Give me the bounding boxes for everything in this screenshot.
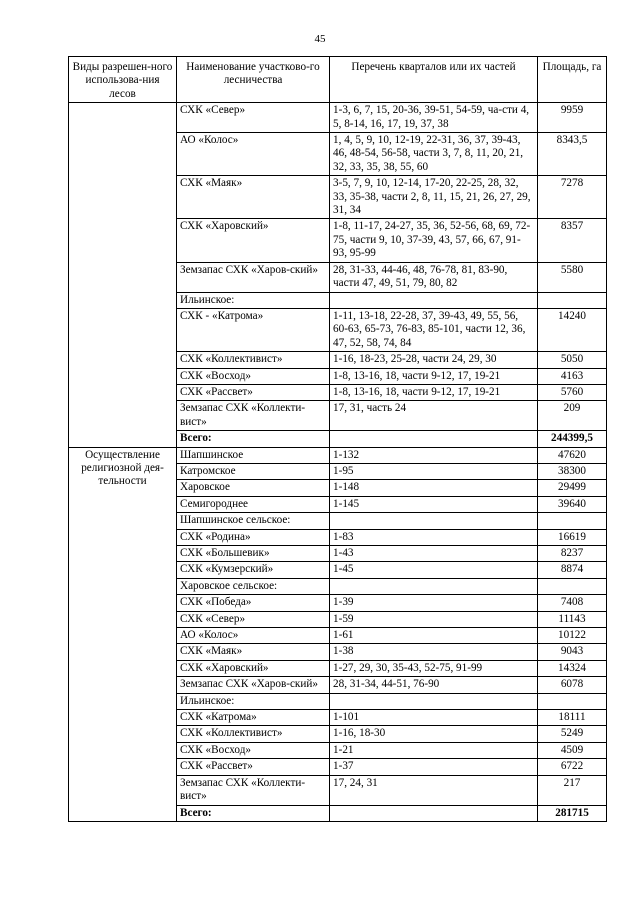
- area-cell: 47620: [538, 447, 607, 463]
- quarters-cell: 28, 31-34, 44-51, 76-90: [330, 677, 538, 693]
- quarters-cell: [330, 292, 538, 308]
- area-cell: 10122: [538, 628, 607, 644]
- use-type-cell: [69, 103, 177, 447]
- area-cell: 38300: [538, 463, 607, 479]
- area-cell: 6722: [538, 759, 607, 775]
- quarters-cell: 1-83: [330, 529, 538, 545]
- total-label: Всего:: [177, 805, 330, 821]
- area-cell: 7278: [538, 176, 607, 219]
- area-cell: [538, 578, 607, 594]
- unit-cell: СХК «Харовский»: [177, 660, 330, 676]
- quarters-cell: 1-11, 13-18, 22-28, 37, 39-43, 49, 55, 56, 60-63, 65-73, 76-83, 85-101, части 12, 36, 47, 52, 58, 74, 84: [330, 308, 538, 351]
- area-cell: 11143: [538, 611, 607, 627]
- quarters-cell: 1-43: [330, 546, 538, 562]
- area-cell: 7408: [538, 595, 607, 611]
- quarters-cell: 1-21: [330, 742, 538, 758]
- quarters-cell: 1-95: [330, 463, 538, 479]
- unit-cell: СХК «Победа»: [177, 595, 330, 611]
- area-cell: 8343,5: [538, 133, 607, 176]
- unit-cell: АО «Колос»: [177, 133, 330, 176]
- quarters-cell: 1-8, 13-16, 18, части 9-12, 17, 19-21: [330, 384, 538, 400]
- area-cell: 5580: [538, 262, 607, 292]
- quarters-cell: 17, 24, 31: [330, 775, 538, 805]
- header-area: Площадь, га: [538, 57, 607, 103]
- quarters-cell: 1-8, 11-17, 24-27, 35, 36, 52-56, 68, 69, 72-75, части 9, 10, 37-39, 43, 57, 66, 67, 91-93, 95-99: [330, 219, 538, 262]
- total-quarters-empty: [330, 805, 538, 821]
- area-cell: 5760: [538, 384, 607, 400]
- unit-cell: СХК «Коллективист»: [177, 726, 330, 742]
- total-value: 244399,5: [538, 431, 607, 447]
- quarters-cell: [330, 513, 538, 529]
- total-label: Всего:: [177, 431, 330, 447]
- area-cell: 5050: [538, 352, 607, 368]
- unit-cell: Ильинское:: [177, 693, 330, 709]
- quarters-cell: 1-39: [330, 595, 538, 611]
- quarters-cell: [330, 693, 538, 709]
- area-cell: [538, 513, 607, 529]
- unit-cell: СХК «Катрома»: [177, 710, 330, 726]
- unit-cell: Семигороднее: [177, 496, 330, 512]
- unit-cell: Харовское: [177, 480, 330, 496]
- area-cell: [538, 292, 607, 308]
- unit-cell: Земзапас СХК «Харов-ский»: [177, 262, 330, 292]
- total-value: 281715: [538, 805, 607, 821]
- unit-cell: СХК «Восход»: [177, 368, 330, 384]
- quarters-cell: 1-59: [330, 611, 538, 627]
- header-quarters: Перечень кварталов или их частей: [330, 57, 538, 103]
- forest-use-table: [68, 56, 607, 822]
- page-number: 45: [314, 33, 326, 45]
- area-cell: 8874: [538, 562, 607, 578]
- unit-cell: Ильинское:: [177, 292, 330, 308]
- unit-cell: СХК «Родина»: [177, 529, 330, 545]
- unit-cell: СХК «Коллективист»: [177, 352, 330, 368]
- table-row: [69, 103, 607, 133]
- quarters-cell: 17, 31, часть 24: [330, 401, 538, 431]
- unit-cell: АО «Колос»: [177, 628, 330, 644]
- unit-cell: Шапшинское: [177, 447, 330, 463]
- unit-cell: Катромское: [177, 463, 330, 479]
- quarters-cell: 1-16, 18-30: [330, 726, 538, 742]
- unit-cell: СХК «Север»: [177, 611, 330, 627]
- area-cell: 18111: [538, 710, 607, 726]
- unit-cell: СХК - «Катрома»: [177, 308, 330, 351]
- unit-cell: Земзапас СХК «Коллекти-вист»: [177, 775, 330, 805]
- unit-cell: СХК «Север»: [177, 103, 330, 133]
- quarters-cell: 1-3, 6, 7, 15, 20-36, 39-51, 54-59, ча-сти 4, 5, 8-14, 16, 17, 19, 37, 38: [330, 103, 538, 133]
- quarters-cell: 1-101: [330, 710, 538, 726]
- quarters-cell: 1-27, 29, 30, 35-43, 52-75, 91-99: [330, 660, 538, 676]
- unit-cell: СХК «Рассвет»: [177, 759, 330, 775]
- area-cell: 14324: [538, 660, 607, 676]
- area-cell: 5249: [538, 726, 607, 742]
- quarters-cell: 1-37: [330, 759, 538, 775]
- unit-cell: СХК «Маяк»: [177, 644, 330, 660]
- area-cell: 8357: [538, 219, 607, 262]
- quarters-cell: 1-145: [330, 496, 538, 512]
- quarters-cell: 28, 31-33, 44-46, 48, 76-78, 81, 83-90, части 47, 49, 51, 79, 80, 82: [330, 262, 538, 292]
- unit-cell: СХК «Кумзерский»: [177, 562, 330, 578]
- unit-cell: СХК «Восход»: [177, 742, 330, 758]
- table-row: [69, 447, 607, 463]
- unit-cell: СХК «Большевик»: [177, 546, 330, 562]
- area-cell: 14240: [538, 308, 607, 351]
- area-cell: 9043: [538, 644, 607, 660]
- area-cell: 8237: [538, 546, 607, 562]
- quarters-cell: 1-45: [330, 562, 538, 578]
- area-cell: 209: [538, 401, 607, 431]
- quarters-cell: 1-38: [330, 644, 538, 660]
- header-unit: Наименование участково-го лесничества: [177, 57, 330, 103]
- quarters-cell: 3-5, 7, 9, 10, 12-14, 17-20, 22-25, 28, 32, 33, 35-38, части 2, 8, 11, 15, 21, 26, 27, 29, 31, 34: [330, 176, 538, 219]
- quarters-cell: 1-8, 13-16, 18, части 9-12, 17, 19-21: [330, 368, 538, 384]
- unit-cell: Земзапас СХК «Коллекти-вист»: [177, 401, 330, 431]
- use-type-cell: Осуществление религиозной дея-тельности: [69, 447, 177, 821]
- unit-cell: СХК «Рассвет»: [177, 384, 330, 400]
- unit-cell: Харовское сельское:: [177, 578, 330, 594]
- quarters-cell: 1-148: [330, 480, 538, 496]
- area-cell: 217: [538, 775, 607, 805]
- unit-cell: СХК «Маяк»: [177, 176, 330, 219]
- quarters-cell: 1-132: [330, 447, 538, 463]
- quarters-cell: 1-61: [330, 628, 538, 644]
- area-cell: 29499: [538, 480, 607, 496]
- quarters-cell: [330, 578, 538, 594]
- area-cell: 6078: [538, 677, 607, 693]
- total-quarters-empty: [330, 431, 538, 447]
- quarters-cell: 1, 4, 5, 9, 10, 12-19, 22-31, 36, 37, 39-43, 46, 48-54, 56-58, части 3, 7, 8, 11, 20, 21, 32, 33, 35, 38, 55, 60: [330, 133, 538, 176]
- header-use: Виды разрешен-ного использова-ния лесов: [69, 57, 177, 103]
- unit-cell: Шапшинское сельское:: [177, 513, 330, 529]
- quarters-cell: 1-16, 18-23, 25-28, части 24, 29, 30: [330, 352, 538, 368]
- area-cell: [538, 693, 607, 709]
- area-cell: 4163: [538, 368, 607, 384]
- area-cell: 16619: [538, 529, 607, 545]
- unit-cell: СХК «Харовский»: [177, 219, 330, 262]
- area-cell: 9959: [538, 103, 607, 133]
- table-header-row: [69, 57, 607, 103]
- area-cell: 4509: [538, 742, 607, 758]
- unit-cell: Земзапас СХК «Харов-ский»: [177, 677, 330, 693]
- area-cell: 39640: [538, 496, 607, 512]
